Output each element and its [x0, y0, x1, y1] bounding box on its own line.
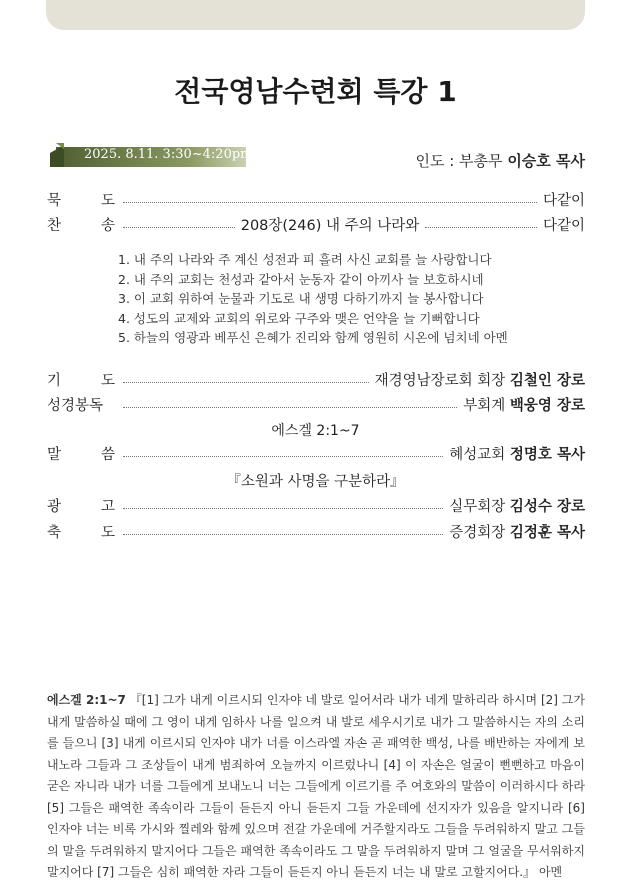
row-name: 김정훈 목사 — [509, 524, 585, 541]
row-label: 광 고 — [47, 498, 115, 515]
date-text: 2025. 8.11. 3:30~4:20pm — [84, 147, 253, 162]
leader-dots — [123, 407, 457, 408]
row-prayer — [47, 368, 585, 390]
lyric-line: 1. 내 주의 나라와 주 계신 성전과 피 흘려 사신 교회를 늘 사랑합니다 — [118, 252, 492, 267]
row-label: 성경봉독 — [47, 397, 104, 414]
lyric-line: 5. 하늘의 영광과 베푸신 은혜가 진리와 함께 영원히 시온에 넘치네 아멘 — [118, 330, 508, 345]
row-value: 다같이 — [542, 217, 586, 234]
hymn-title: 208장(246) 내 주의 나라와 — [240, 217, 420, 234]
row-name: 김성수 장로 — [509, 498, 585, 515]
row-value: 다같이 — [542, 192, 585, 209]
row-role: 증경회장 — [449, 524, 506, 541]
row-label: 축 도 — [47, 524, 115, 541]
leader-line — [415, 150, 585, 171]
row-label: 기 도 — [47, 372, 115, 389]
date-badge — [50, 143, 253, 169]
row-name: 백웅영 장로 — [509, 397, 585, 414]
row-role: 혜성교회 — [449, 446, 506, 463]
hymn-lyrics — [118, 250, 508, 348]
leader-name: 이승호 목사 — [507, 152, 585, 170]
leader-dots — [123, 202, 537, 203]
lyric-line: 3. 이 교회 위하여 눈물과 기도로 내 생명 다하기까지 늘 봉사합니다 — [118, 291, 484, 306]
row-reading — [47, 393, 585, 415]
row-name: 정명호 목사 — [509, 446, 585, 463]
row-role: 부회계 — [463, 397, 506, 414]
row-blessing — [47, 520, 585, 542]
lyric-line: 4. 성도의 교제와 교회의 위로와 구주와 맺은 언약을 늘 기뻐합니다 — [118, 310, 480, 326]
leader-dots — [123, 227, 235, 228]
row-name: 김철인 장로 — [509, 372, 585, 389]
scripture-passage — [47, 690, 585, 884]
reading-reference: 에스겔 2:1~7 — [271, 423, 360, 439]
sermon-title: 『소원과 사명을 구분하라』 — [226, 474, 405, 490]
scripture-text: 『[1] 그가 내게 이르시되 인자야 네 발로 일어서라 내가 네게 말하리라 하시며 [2] 그가 내게 말씀하실 때에 그 영이 내게 임하사 나를 일으켜 내 발로 세우시기로 내가 그 말씀하시는 자의 소리를 들으니 [3] 내게 이르시되 인자야 내가 너를 이스라엘 자손 곧 패역한 백성, 나를 배반하는 자에게 보내노라 그들과 그 조상들이 내게 범죄하여 오늘까지 이르렀나니 [4] 이 자손은 얼굴이 뻔뻔하고 마음이 굳은 자니라 내가 너를 그들에게 보내노니 너는 그들에게 이르기를 주 여호와의 말씀이 이러하시다 하라 [5] 그들은 패역한 족속이라 그들이 듣든지 아니 듣든지 그들 가운데에 선지자가 있음을 알지니라 [6] 인자야 너는 비록 가시와 찔레와 함께 있으며 전갈 가운데에 거주할지라도 그들을 두려워하지 말고 그들의 말을 두려워하지 말지어다 그들은 패역한 족속이라도 그 말을 두려워하지 말며 그 얼굴을 무서워하지 말지어다 [7] 그들은 심히 패역한 자라 그들이 듣든지 아니 듣든지 너는 내 말로 고할지어다.』 아멘 — [47, 693, 585, 879]
row-role: 재경영남장로회 회장 — [374, 372, 506, 389]
leader-dots — [123, 382, 369, 383]
lyric-line: 2. 내 주의 교회는 천성과 같아서 눈동자 같이 아끼사 늘 보호하시네 — [118, 271, 484, 287]
leader-dots — [425, 227, 537, 228]
leader-prefix: 인도 : 부총무 — [415, 152, 503, 170]
leader-dots — [123, 508, 443, 509]
row-sermon — [47, 442, 585, 464]
row-label: 찬 송 — [47, 217, 115, 234]
scripture-reference: 에스겔 2:1~7 — [47, 693, 126, 707]
row-announce — [47, 494, 585, 516]
leader-dots — [123, 456, 443, 457]
row-label: 묵 도 — [47, 192, 115, 209]
leader-dots — [123, 534, 443, 535]
top-decorative-band — [46, 0, 585, 30]
row-chanson — [47, 213, 585, 235]
page-title: 전국영남수련회 특강 1 — [174, 75, 457, 108]
row-mukdo — [47, 188, 585, 210]
row-label: 말 씀 — [47, 446, 115, 463]
row-role: 실무회장 — [449, 498, 506, 515]
